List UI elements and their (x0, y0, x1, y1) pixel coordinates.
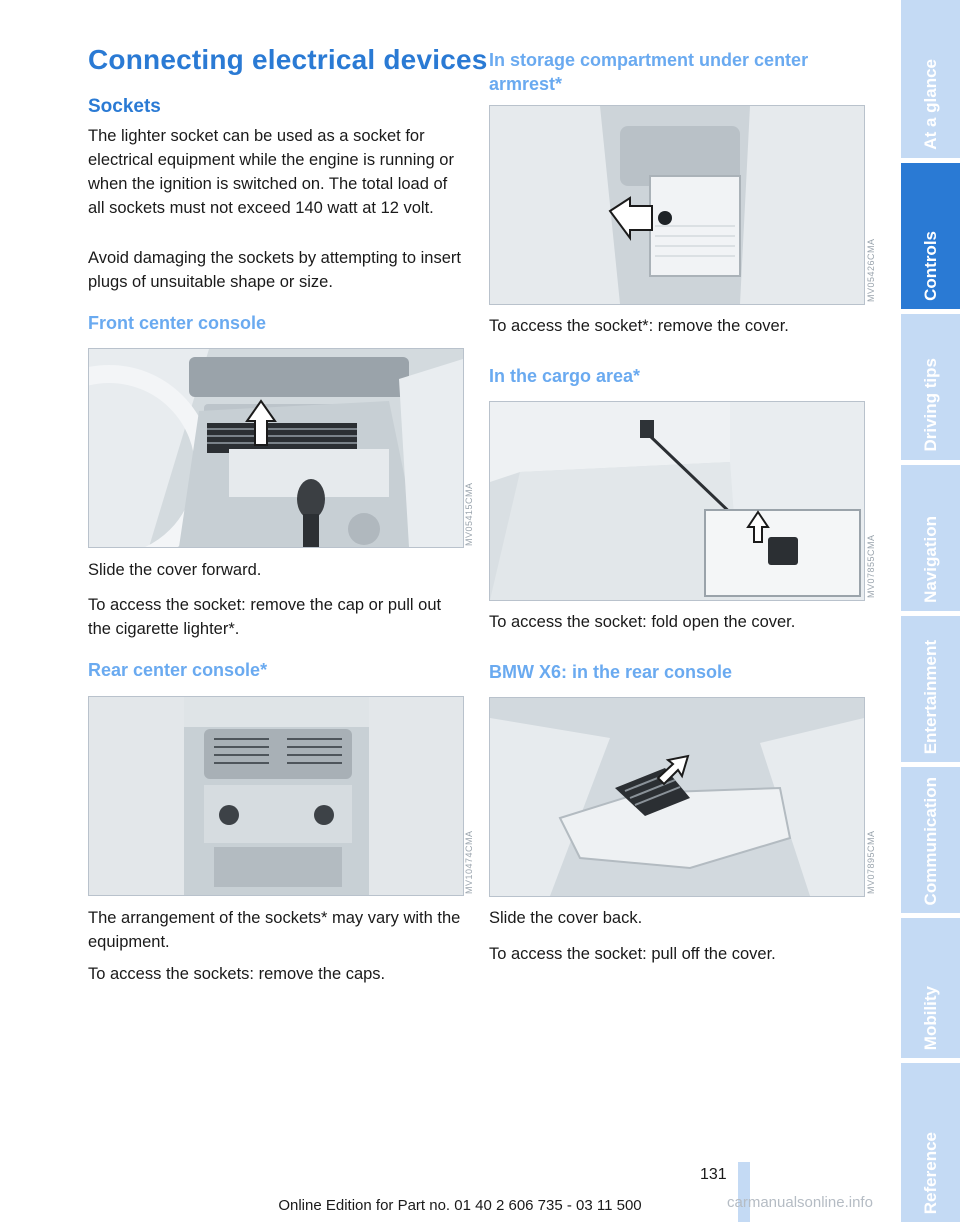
x6-text-1: Slide the cover back. (489, 909, 643, 927)
rear-console-text-2: To access the sockets: remove the caps. (88, 965, 386, 983)
page-number: 131 (700, 1166, 727, 1183)
tab-controls[interactable] (901, 163, 960, 309)
cargo-heading: In the cargo area* (489, 366, 641, 386)
rear-console-heading: Rear center console* (88, 660, 268, 680)
sockets-paragraph-1: The lighter socket can be used as a socket for electrical equipment while the engine is running or when the ignition is switched on. The total load of all sockets must not exceed 140 watt at 12 volt. (88, 127, 454, 217)
front-console-text-1: Slide the cover forward. (88, 561, 262, 579)
rear-console-image (88, 696, 464, 896)
watermark: carmanualsonline.info (727, 1194, 873, 1211)
x6-heading: BMW X6: in the rear console (489, 662, 733, 682)
x6-figure-code: MV07895CMA (866, 830, 876, 894)
x6-text-2: To access the socket: pull off the cover. (489, 945, 776, 963)
footer-edition-text: Online Edition for Part no. 01 40 2 606 735 - 03 11 500 (278, 1197, 642, 1214)
sockets-paragraph-2: Avoid damaging the sockets by attempting to insert plugs of unsuitable shape or size. (88, 249, 461, 291)
tab-navigation[interactable] (901, 465, 960, 611)
cargo-figure-code: MV07855CMA (866, 534, 876, 598)
front-console-heading: Front center console (88, 313, 267, 333)
tab-driving-tips[interactable] (901, 314, 960, 460)
tab-label-reference: Reference (920, 1131, 940, 1214)
front-console-image (88, 348, 464, 548)
tab-reference[interactable] (901, 1063, 960, 1222)
armrest-heading: In storage compartment under center armrest* (489, 50, 809, 94)
front-console-text-2: To access the socket: remove the cap or pull out the cigarette lighter*. (88, 596, 442, 638)
page-title: Connecting electrical devices (88, 44, 488, 75)
tab-mobility[interactable] (901, 918, 960, 1058)
cargo-area-image (489, 401, 865, 601)
armrest-text-1: To access the socket*: remove the cover. (489, 317, 789, 335)
armrest-figure-code: MV05426CMA (866, 238, 876, 302)
page-marker-bar (738, 1162, 750, 1222)
x6-rear-console-image (489, 697, 865, 897)
tab-label-communication: Communication (920, 776, 940, 905)
cargo-text-1: To access the socket: fold open the cover. (489, 613, 796, 631)
armrest-image (489, 105, 865, 305)
tab-at-a-glance[interactable] (901, 0, 960, 158)
front-console-figure-code: MV05415CMA (464, 482, 474, 546)
tab-label-at-a-glance: At a glance (920, 59, 940, 150)
tab-label-mobility: Mobility (920, 985, 940, 1050)
tab-label-controls: Controls (920, 231, 940, 301)
tab-label-entertainment: Entertainment (920, 639, 940, 754)
section-heading-sockets: Sockets (88, 96, 161, 117)
tab-label-navigation: Navigation (920, 516, 940, 603)
tab-entertainment[interactable] (901, 616, 960, 762)
rear-console-text-1: The arrangement of the sockets* may vary with the equipment. (88, 909, 461, 951)
tab-label-driving-tips: Driving tips (920, 358, 940, 452)
tab-communication[interactable] (901, 767, 960, 913)
rear-console-figure-code: MV10474CMA (464, 830, 474, 894)
